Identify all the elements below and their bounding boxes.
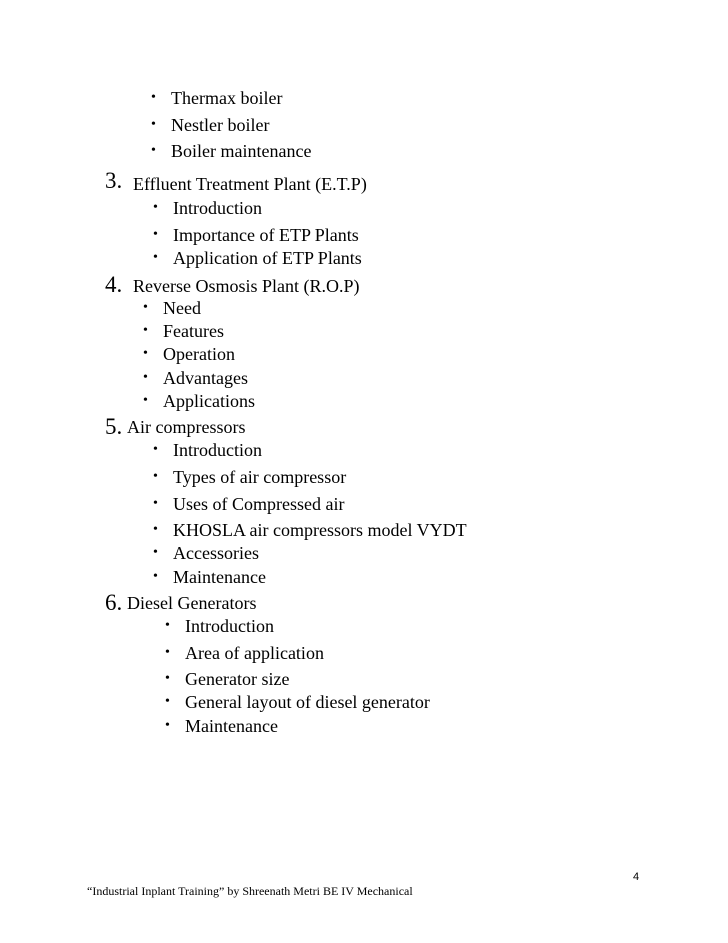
bullet-symbol: • [143, 300, 148, 315]
section-heading-air-compressors: Air compressors [127, 417, 246, 437]
section-heading-diesel-generators: Diesel Generators [127, 593, 257, 613]
list-item-general-layout: General layout of diesel generator [185, 692, 430, 712]
page-footer: “Industrial Inplant Training” by Shreenath Metri BE IV Mechanical [87, 884, 413, 898]
section-number-4: 4. [105, 272, 123, 297]
list-item-applications: Applications [163, 391, 255, 411]
bullet-symbol: • [153, 250, 158, 265]
section-number-5: 5. [105, 414, 123, 439]
bullet-symbol: • [153, 545, 158, 560]
list-item-dg-introduction: Introduction [185, 616, 274, 636]
section-heading-rop: Reverse Osmosis Plant (R.O.P) [133, 276, 360, 296]
list-item-boiler-maintenance: Boiler maintenance [171, 141, 312, 161]
list-item-ac-introduction: Introduction [173, 440, 262, 460]
list-item-features: Features [163, 321, 224, 341]
list-item-area-of-application: Area of application [185, 643, 324, 663]
bullet-symbol: • [165, 694, 170, 709]
bullet-symbol: • [153, 569, 158, 584]
bullet-symbol: • [165, 671, 170, 686]
bullet-symbol: • [153, 496, 158, 511]
section-number-6: 6. [105, 590, 123, 615]
bullet-symbol: • [165, 718, 170, 733]
bullet-symbol: • [143, 370, 148, 385]
list-item-advantages: Advantages [163, 368, 248, 388]
list-item-importance-etp: Importance of ETP Plants [173, 225, 359, 245]
bullet-symbol: • [153, 442, 158, 457]
bullet-symbol: • [165, 618, 170, 633]
bullet-symbol: • [143, 346, 148, 361]
bullet-symbol: • [151, 90, 156, 105]
list-item-need: Need [163, 298, 201, 318]
list-item-ac-maintenance: Maintenance [173, 567, 266, 587]
bullet-symbol: • [151, 143, 156, 158]
list-item-dg-maintenance: Maintenance [185, 716, 278, 736]
list-item-khosla-vydt: KHOSLA air compressors model VYDT [173, 520, 467, 540]
bullet-symbol: • [151, 117, 156, 132]
list-item-application-etp: Application of ETP Plants [173, 248, 362, 268]
bullet-symbol: • [143, 393, 148, 408]
list-item-uses-compressed-air: Uses of Compressed air [173, 494, 345, 514]
bullet-symbol: • [153, 469, 158, 484]
list-item-accessories: Accessories [173, 543, 259, 563]
list-item-thermax-boiler: Thermax boiler [171, 88, 283, 108]
bullet-symbol: • [153, 200, 158, 215]
list-item-operation: Operation [163, 344, 235, 364]
page-number: 4 [633, 871, 640, 883]
list-item-types-air-compressor: Types of air compressor [173, 467, 347, 487]
bullet-symbol: • [143, 323, 148, 338]
bullet-symbol: • [165, 645, 170, 660]
bullet-symbol: • [153, 227, 158, 242]
section-number-3: 3. [105, 168, 123, 193]
list-item-nestler-boiler: Nestler boiler [171, 115, 270, 135]
list-item-etp-introduction: Introduction [173, 198, 262, 218]
bullet-symbol: • [153, 522, 158, 537]
list-item-generator-size: Generator size [185, 669, 290, 689]
section-heading-etp: Effluent Treatment Plant (E.T.P) [133, 174, 367, 194]
